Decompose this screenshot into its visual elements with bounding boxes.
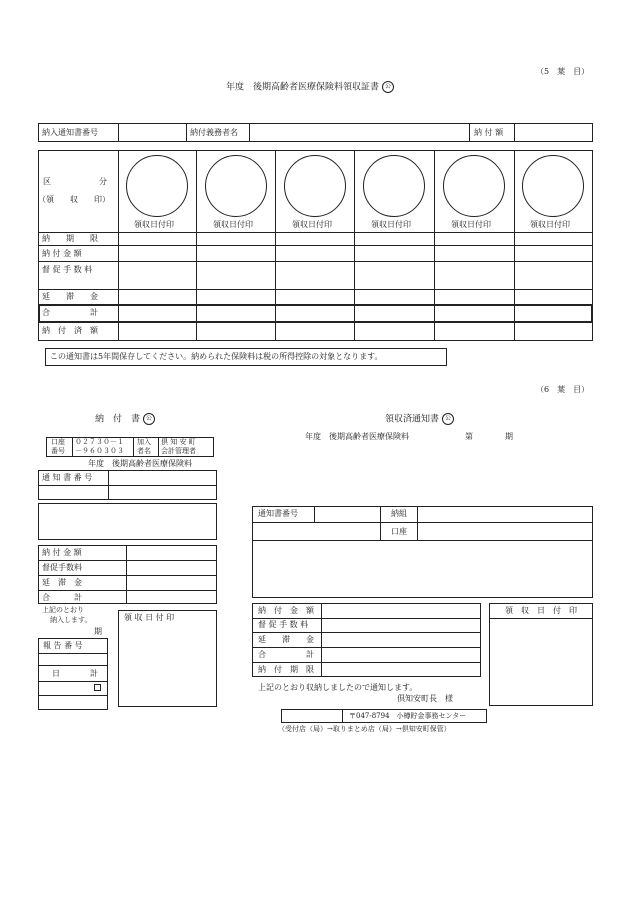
subscriber-label-2: 者名 [137,447,151,455]
public-seal-icon: 公 [382,81,394,93]
public-seal-icon: 公 [442,413,454,425]
stamp-circle-4 [363,155,425,217]
receipt-stamp-label: （領 収 印） [38,195,110,204]
public-seal-icon: 公 [143,413,155,425]
account-label-2: 番号 [51,447,65,455]
report-number-label: 報 告 番 号 [43,641,83,650]
header-row [38,123,593,142]
subscriber-name-1: 倶 知 安 町 [161,438,196,446]
row-label-amount: 納 付 金 額 [42,249,82,258]
slip-row-amount: 納 付 金 額 [42,548,82,557]
receipt-notice-title: 領収済通知書 公 [385,413,454,425]
row-label-late-fee: 延 滞 金 [42,292,98,301]
division-label: 区 分 [43,177,107,186]
page-label-5: （5 葉 目） [536,67,590,76]
row-label-paid: 納 付 済 額 [42,326,98,335]
stamp-circle-3 [284,155,346,217]
notice-stamp-label: 領 収 日 付 印 [505,606,577,615]
postal-address: 〒047-8794 小樽貯金事務センター [349,712,467,720]
page-label-6: （6 葉 目） [536,385,590,394]
row-label-due-date: 納 期 限 [42,234,98,243]
slip-stamp-box [118,610,217,707]
notice-row-due-date: 納 付 期 限 [258,665,314,674]
report-checkbox[interactable] [94,684,101,691]
slip-received-line-1: 上記のとおり [42,606,84,614]
retention-notice-text: この通知書は5年間保存してください。納められた保険料は税の所得控除の対象となります。 [50,352,383,361]
payment-amount-label: 納 付 額 [474,128,504,137]
slip-period-label: 期 [94,627,102,636]
report-total-label: 計 [90,669,98,678]
stamp-caption-2: 領収日付印 [213,220,253,229]
subscriber-name-2: 会計管理者 [161,447,196,455]
subscriber-label-1: 加入 [137,438,151,446]
account-label-1: 口座 [51,438,65,446]
stamp-caption-3: 領収日付印 [292,220,332,229]
slip-row-total: 合 計 [42,593,82,602]
notice-number-label: 納入通知書番号 [42,128,98,137]
stamp-caption-4: 領収日付印 [371,220,411,229]
receipt-certificate-title-text: 年度 後期高齢者医療保険料領収証書 [226,82,380,93]
notice-number-table [252,506,593,598]
notice-row-amount: 納 付 金 額 [258,606,314,615]
total-row-highlight [38,304,593,323]
stamp-circle-1 [126,155,188,217]
stamp-circle-6 [522,155,584,217]
stamp-caption-1: 領収日付印 [134,220,174,229]
group-label: 納組 [391,509,407,518]
receipt-notice-subtitle: 年度 後期高齢者医療保険料 第 期 [305,432,513,441]
slip-notice-number-label: 通 知 書 番 号 [42,473,93,482]
slip-blank-box [38,503,217,540]
receipt-statement: 上記のとおり収納しましたので通知します。 [258,683,418,692]
notice-row-late-fee: 延 滞 金 [258,635,314,644]
account-label: 口座 [391,527,407,536]
slip-row-late-fee: 延 滞 金 [42,578,82,587]
notice-row-total: 合 計 [258,650,314,659]
payer-name-label: 納付義務者名 [190,128,238,137]
routing-note: （受付店（局）→取りまとめ店（局）→倶知安町保管） [278,725,451,733]
addressee: 倶知安町長 様 [397,694,453,703]
payment-slip-subtitle: 年度 後期高齢者医療保険料 [88,459,192,468]
row-label-total: 合 計 [42,308,98,317]
stamp-circle-5 [443,155,505,217]
notice-row-dunning-fee: 督 促 手 数 料 [258,620,309,629]
report-date-label: 日 [52,669,60,678]
stamp-circle-2 [205,155,267,217]
slip-stamp-label: 領 収 日 付 印 [124,613,175,622]
account-number-1: ０２７３０－１ [75,438,124,446]
stamp-caption-5: 領収日付印 [451,220,491,229]
slip-received-line-2: 納入します。 [50,616,92,624]
receipt-certificate-title [226,81,394,93]
account-number-2: －９６０３０３ [75,447,124,455]
row-label-dunning-fee: 督 促 手 数 料 [42,265,93,274]
notice-number-label: 通知書番号 [258,509,298,518]
stamp-caption-6: 領収日付印 [530,220,570,229]
slip-row-dunning-fee: 督促手数料 [42,563,82,572]
payment-slip-title: 納 付 書 公 [95,413,155,425]
